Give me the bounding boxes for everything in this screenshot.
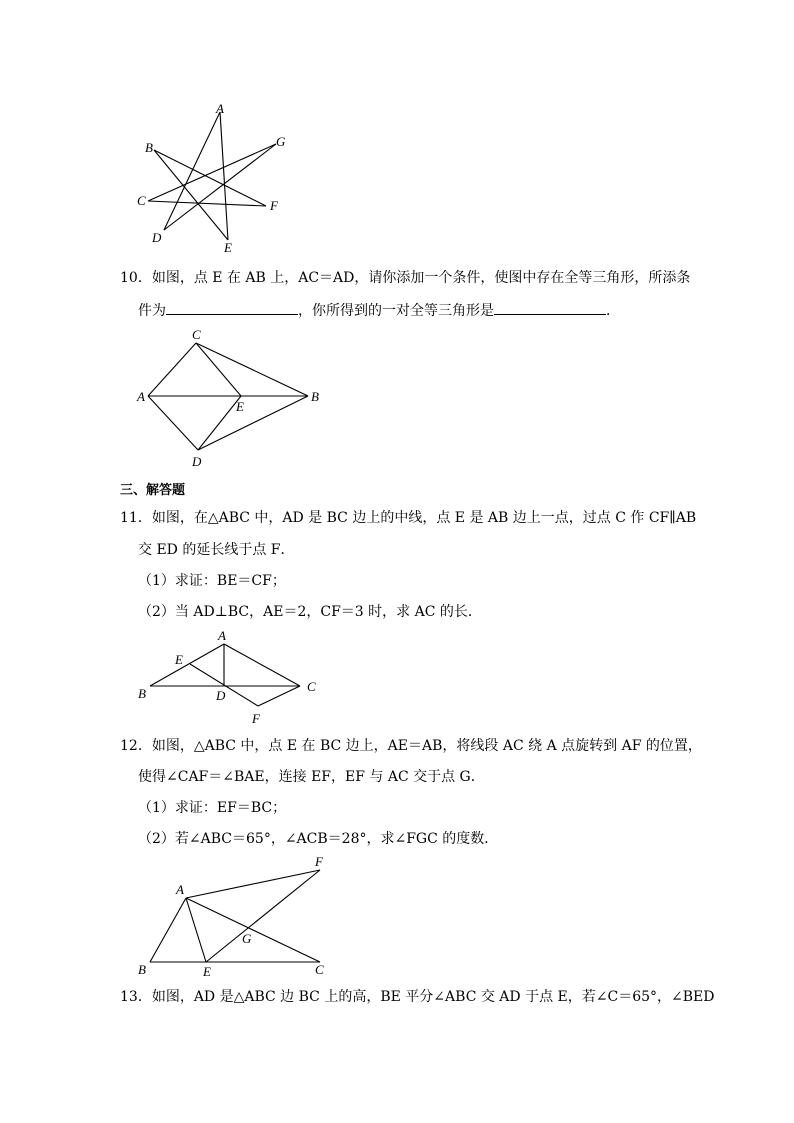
label-B: B (138, 962, 146, 977)
segment-BF (154, 150, 266, 206)
figure-q10-svg (130, 325, 330, 470)
label-C: C (307, 679, 316, 694)
segment-DE (198, 396, 241, 450)
q12-part1: （1）求证：EF＝BC； (138, 800, 287, 816)
section-heading-answers: 三、解答题 (120, 483, 186, 498)
label-A: A (176, 882, 184, 897)
label-G: G (242, 931, 252, 946)
segment-DB (198, 396, 308, 450)
figure-q9-svg (130, 100, 290, 260)
q12-line2: 使得∠CAF＝∠BAE，连接 EF，EF 与 AC 交于点 G． (138, 769, 485, 785)
label-C: C (137, 193, 146, 208)
segment-AD (148, 396, 198, 450)
q11-line1: 11．如图，在△ABC 中，AD 是 BC 边上的中线，点 E 是 AB 边上一点，过点 C 作 CF∥AB (120, 510, 697, 526)
q10-line2 (138, 300, 620, 321)
label-A: A (137, 389, 145, 404)
q11-part1: （1）求证：BE＝CF； (138, 573, 286, 589)
segment-CE (196, 343, 241, 396)
q10-line1: 10．如图，点 E 在 AB 上，AC＝AD，请你添加一个条件，使图中存在全等三角形，所添条 (120, 270, 691, 286)
figure-q10 (130, 325, 330, 470)
segment-AB (150, 898, 186, 962)
label-C: C (192, 327, 201, 342)
label-G: G (276, 134, 286, 149)
label-E: E (224, 240, 232, 255)
segment-AC (224, 644, 300, 686)
q11-part2: （2）当 AD⊥BC，AE＝2，CF＝3 时，求 AC 的长． (138, 604, 482, 620)
q10-line2-pre: 件为 (138, 303, 166, 319)
label-A: A (216, 101, 224, 116)
label-B: B (145, 140, 153, 155)
segment-AE (186, 898, 206, 962)
segment-CB (196, 343, 308, 396)
q12-part2: （2）若∠ABC＝65°，∠ACB＝28°，求∠FGC 的度数． (138, 831, 499, 847)
segment-AC (186, 898, 320, 962)
label-B: B (138, 686, 146, 701)
segment-CF (148, 201, 266, 206)
label-E: E (175, 652, 183, 667)
label-B: B (311, 389, 319, 404)
label-E: E (236, 399, 244, 414)
q11-line2: 交 ED 的延长线于点 F． (138, 542, 295, 558)
q10-answer-blank-2[interactable] (494, 300, 606, 315)
label-D: D (216, 688, 226, 703)
figure-q12-svg (130, 852, 350, 982)
label-E: E (203, 964, 211, 979)
segment-AD (164, 112, 220, 230)
q12-line1: 12．如图，△ABC 中，点 E 在 BC 边上，AE＝AB，将线段 AC 绕 A 点旋转到 AF 的位置， (120, 738, 702, 754)
segment-AF (186, 870, 320, 898)
label-A: A (218, 628, 226, 643)
label-F: F (252, 711, 260, 726)
figure-q11-svg (130, 628, 330, 728)
segment-DG (164, 144, 276, 230)
label-D: D (152, 230, 162, 245)
segment-AE (220, 112, 228, 240)
label-C: C (315, 962, 324, 977)
q13-line1: 13．如图，AD 是△ABC 边 BC 上的高，BE 平分∠ABC 交 AD 于点 E，若∠C＝65°，∠BED (120, 989, 715, 1005)
q10-line2-mid: ，你所得到的一对全等三角形是 (298, 303, 494, 319)
q10-answer-blank-1[interactable] (166, 300, 298, 315)
figure-q11 (130, 628, 330, 728)
segment-CF (258, 686, 300, 706)
segment-BA (150, 644, 224, 686)
label-D: D (192, 454, 202, 469)
label-F: F (270, 198, 278, 213)
figure-q9 (130, 100, 290, 260)
segment-AC (148, 343, 196, 396)
q10-line2-end: ． (606, 303, 620, 319)
label-F: F (315, 854, 323, 869)
figure-q12 (130, 852, 350, 982)
